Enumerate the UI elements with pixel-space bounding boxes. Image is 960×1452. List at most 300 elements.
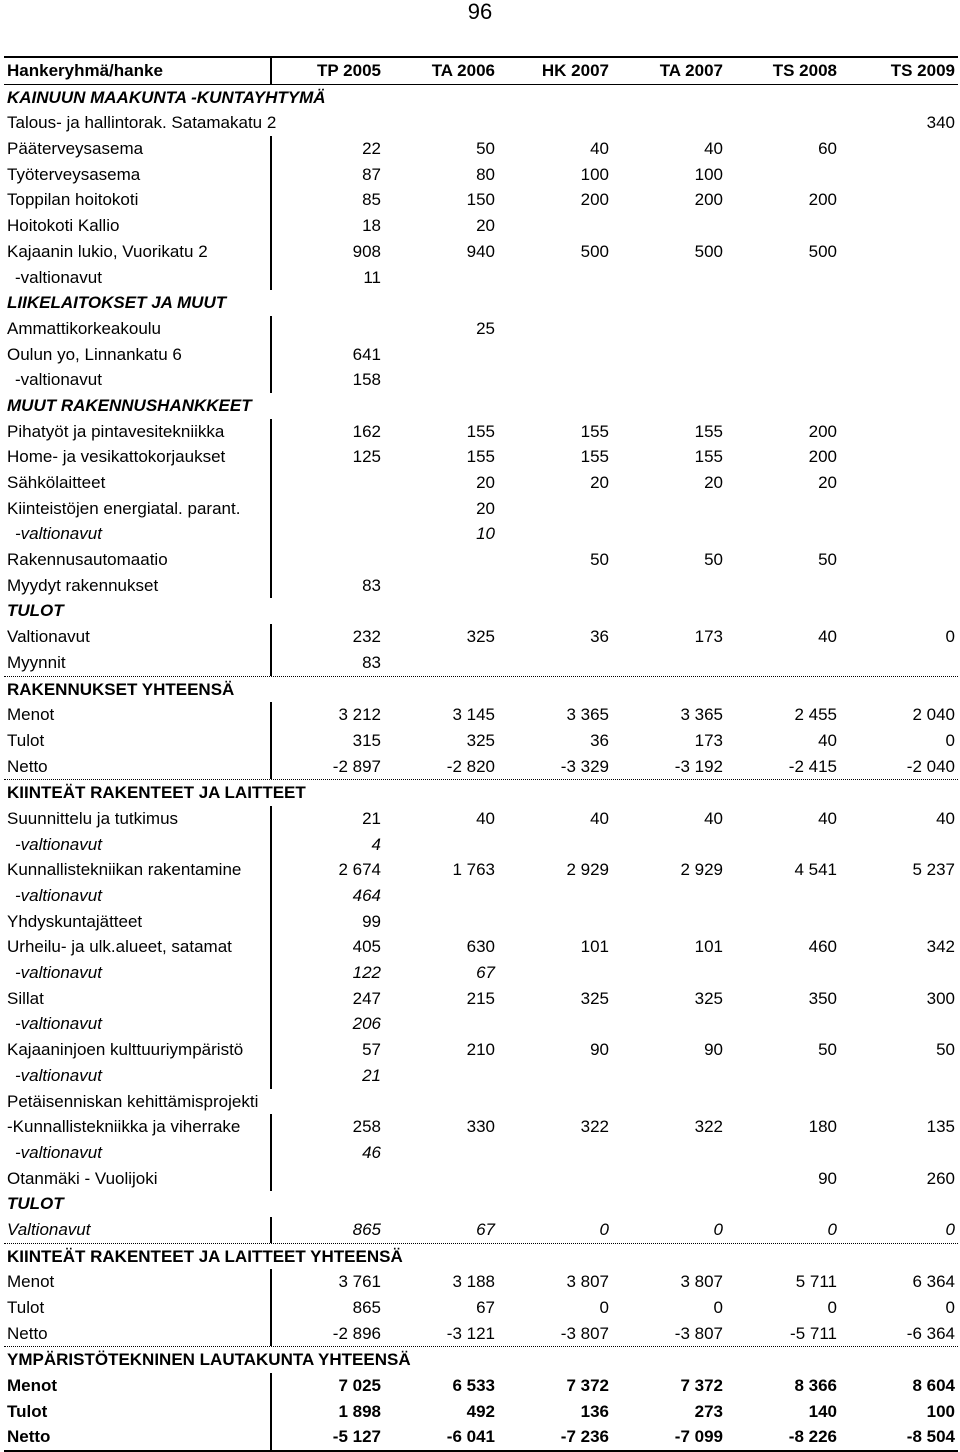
table-row bbox=[4, 1269, 958, 1295]
value-ta-2007 bbox=[612, 316, 726, 342]
value-ta-2007: 100 bbox=[694, 164, 723, 184]
table-row bbox=[4, 547, 958, 573]
value-tp-2005 bbox=[270, 547, 384, 573]
value-ts-2008 bbox=[726, 316, 840, 342]
value-ts-2009 bbox=[840, 419, 958, 445]
row-label: Sillat bbox=[7, 988, 44, 1008]
value-ts-2009 bbox=[840, 444, 958, 470]
table-row bbox=[4, 934, 958, 960]
value-ts-2009 bbox=[840, 1140, 958, 1166]
value-ta-2006: 67 bbox=[476, 963, 495, 983]
row-label: Menot bbox=[7, 1272, 55, 1292]
value-ts-2009 bbox=[840, 316, 958, 342]
value-ts-2008 bbox=[726, 521, 840, 547]
value-ts-2008: 5 711 bbox=[795, 1272, 837, 1292]
value-ts-2009 bbox=[840, 162, 958, 188]
value-tp-2005 bbox=[270, 1166, 384, 1192]
value-ts-2009 bbox=[840, 1089, 958, 1115]
row-label: -valtionavut bbox=[15, 1014, 102, 1034]
value-ta-2007 bbox=[612, 1011, 726, 1037]
value-ta-2007: -3 807 bbox=[674, 1323, 723, 1343]
table-row bbox=[4, 857, 958, 883]
value-ts-2009 bbox=[840, 213, 958, 239]
value-ta-2006: 630 bbox=[466, 937, 495, 957]
row-label: Talous- ja hallintorak. Satamakatu 2 bbox=[7, 113, 277, 133]
header-hk-2007: HK 2007 bbox=[541, 61, 609, 80]
section-heading bbox=[4, 85, 958, 111]
row-label: Rakennusautomaatio bbox=[7, 550, 168, 570]
value-ta-2007: -7 099 bbox=[674, 1427, 723, 1447]
value-ts-2008: 50 bbox=[818, 550, 837, 570]
value-ts-2009: 135 bbox=[926, 1117, 955, 1137]
row-label: Toppilan hoitokoti bbox=[7, 190, 139, 210]
value-hk-2007: 2 929 bbox=[566, 860, 609, 880]
value-ts-2009: -2 040 bbox=[906, 756, 955, 776]
total-heading bbox=[4, 1243, 958, 1270]
value-ts-2008 bbox=[726, 832, 840, 858]
row-label: Netto bbox=[7, 1323, 48, 1343]
row-label: KIINTEÄT RAKENTEET JA LAITTEET YHTEENSÄ bbox=[7, 1246, 403, 1266]
value-hk-2007 bbox=[498, 1011, 612, 1037]
value-tp-2005 bbox=[270, 496, 384, 522]
row-label: Netto bbox=[7, 1427, 51, 1447]
value-hk-2007: 3 365 bbox=[566, 705, 609, 725]
value-hk-2007: -3 329 bbox=[560, 756, 609, 776]
value-hk-2007: 20 bbox=[590, 473, 609, 492]
value-tp-2005: -2 897 bbox=[270, 754, 384, 780]
table-row bbox=[4, 909, 958, 935]
value-ta-2007 bbox=[612, 1166, 726, 1192]
row-label: Tulot bbox=[7, 730, 45, 750]
value-ts-2009 bbox=[840, 239, 958, 265]
table-row bbox=[4, 883, 958, 909]
value-ta-2006 bbox=[384, 342, 498, 368]
value-ta-2006: 330 bbox=[466, 1117, 495, 1137]
row-label: Yhdyskuntajätteet bbox=[7, 911, 143, 931]
value-ta-2007: 50 bbox=[704, 550, 723, 570]
table-row bbox=[4, 162, 958, 188]
value-ts-2008: 50 bbox=[818, 1040, 837, 1060]
value-hk-2007: 0 bbox=[599, 1298, 609, 1317]
value-hk-2007: 50 bbox=[590, 550, 609, 570]
value-ta-2006: -6 041 bbox=[446, 1427, 495, 1447]
row-label: Hoitokoti Kallio bbox=[7, 216, 120, 236]
value-ta-2006 bbox=[384, 547, 498, 573]
row-label: RAKENNUKSET YHTEENSÄ bbox=[7, 679, 235, 699]
value-ts-2008: 350 bbox=[808, 988, 837, 1008]
value-ts-2008: 20 bbox=[818, 473, 837, 492]
table-row bbox=[4, 367, 958, 393]
value-ta-2007: 500 bbox=[694, 241, 723, 261]
value-ts-2008: 0 bbox=[827, 1298, 837, 1317]
value-ta-2006: 80 bbox=[476, 164, 495, 184]
value-ta-2007: 0 bbox=[713, 1298, 723, 1317]
value-tp-2005: 641 bbox=[270, 342, 384, 368]
value-ta-2007 bbox=[612, 1140, 726, 1166]
header-ta-2007: TA 2007 bbox=[659, 61, 723, 80]
value-ts-2008 bbox=[726, 110, 840, 136]
value-tp-2005: 125 bbox=[270, 444, 384, 470]
value-ta-2006 bbox=[384, 1011, 498, 1037]
row-label: Kajaanin lukio, Vuorikatu 2 bbox=[7, 241, 208, 261]
value-ta-2006: -3 121 bbox=[446, 1323, 495, 1343]
row-label: Oulun yo, Linnankatu 6 bbox=[7, 344, 182, 364]
table-row bbox=[4, 521, 958, 547]
value-ta-2006: 10 bbox=[476, 524, 495, 544]
row-label: MUUT RAKENNUSHANKKEET bbox=[7, 395, 252, 415]
table-row bbox=[4, 265, 958, 291]
value-tp-2005 bbox=[270, 521, 384, 547]
value-ts-2009 bbox=[840, 883, 958, 909]
value-ta-2006 bbox=[384, 1166, 498, 1192]
value-ts-2008: 60 bbox=[818, 139, 837, 159]
value-ta-2007: 40 bbox=[704, 139, 723, 159]
value-ta-2007: 273 bbox=[694, 1401, 723, 1421]
value-ta-2006: 210 bbox=[466, 1040, 495, 1060]
row-label: -valtionavut bbox=[15, 963, 102, 983]
table-row bbox=[4, 187, 958, 213]
row-label: Pihatyöt ja pintavesitekniikka bbox=[7, 421, 225, 441]
value-ta-2007 bbox=[612, 1089, 726, 1115]
table-row bbox=[4, 496, 958, 522]
value-ts-2008: 200 bbox=[808, 421, 837, 441]
value-tp-2005: 865 bbox=[270, 1295, 384, 1321]
value-ts-2009: 260 bbox=[926, 1168, 955, 1188]
value-ta-2006 bbox=[384, 832, 498, 858]
value-ta-2007: 20 bbox=[704, 473, 723, 492]
total-heading bbox=[4, 1346, 958, 1373]
row-label: -valtionavut bbox=[15, 524, 102, 544]
row-label: Menot bbox=[7, 705, 55, 725]
row-label: -valtionavut bbox=[15, 1142, 102, 1162]
value-ta-2007: 155 bbox=[694, 447, 723, 467]
value-ts-2008: 4 541 bbox=[794, 860, 837, 880]
value-ts-2008 bbox=[726, 1063, 840, 1089]
value-hk-2007: 36 bbox=[590, 627, 609, 647]
value-ts-2008: 90 bbox=[818, 1168, 837, 1188]
row-label: Pääterveysasema bbox=[7, 139, 144, 159]
value-tp-2005: 2 674 bbox=[270, 857, 384, 883]
value-hk-2007 bbox=[498, 909, 612, 935]
value-ts-2009 bbox=[840, 470, 958, 496]
row-label: -valtionavut bbox=[15, 1065, 102, 1085]
value-hk-2007 bbox=[498, 883, 612, 909]
value-hk-2007 bbox=[498, 342, 612, 368]
table-row bbox=[4, 1011, 958, 1037]
value-ta-2006: 40 bbox=[476, 808, 495, 828]
value-ta-2006: 3 145 bbox=[452, 705, 495, 725]
value-ts-2008: 0 bbox=[827, 1219, 837, 1239]
value-ts-2008: 40 bbox=[818, 730, 837, 750]
value-ts-2008 bbox=[726, 496, 840, 522]
value-ta-2007 bbox=[612, 342, 726, 368]
value-ts-2008 bbox=[726, 909, 840, 935]
value-tp-2005: 4 bbox=[270, 832, 384, 858]
value-ta-2006: 215 bbox=[466, 988, 495, 1008]
value-ts-2009 bbox=[840, 547, 958, 573]
value-ta-2007 bbox=[612, 832, 726, 858]
value-ts-2009: 5 237 bbox=[912, 860, 955, 880]
value-ta-2006: 492 bbox=[466, 1401, 495, 1421]
value-tp-2005: 162 bbox=[270, 419, 384, 445]
value-ts-2009 bbox=[840, 909, 958, 935]
value-ts-2009: 342 bbox=[926, 937, 955, 957]
value-ts-2009 bbox=[840, 1011, 958, 1037]
table-row bbox=[4, 573, 958, 599]
value-ta-2006 bbox=[384, 1140, 498, 1166]
value-ta-2006: 67 bbox=[476, 1298, 495, 1317]
value-ts-2009: -6 364 bbox=[906, 1323, 955, 1343]
value-ta-2006: 20 bbox=[476, 498, 495, 518]
value-ts-2008: 200 bbox=[808, 190, 837, 210]
row-label: TULOT bbox=[7, 601, 64, 621]
value-ta-2007 bbox=[612, 213, 726, 239]
value-ta-2007: 173 bbox=[694, 627, 723, 647]
value-ta-2006: 67 bbox=[476, 1219, 495, 1239]
value-ts-2009 bbox=[840, 832, 958, 858]
value-ta-2007: 2 929 bbox=[680, 860, 723, 880]
value-ta-2007: 322 bbox=[694, 1117, 723, 1137]
value-ts-2009: 40 bbox=[936, 808, 955, 828]
value-ta-2006: 1 763 bbox=[452, 860, 495, 880]
value-tp-2005: 83 bbox=[270, 573, 384, 599]
value-hk-2007: 0 bbox=[599, 1219, 609, 1239]
value-ts-2008 bbox=[726, 1011, 840, 1037]
row-label: Työterveysasema bbox=[7, 164, 141, 184]
value-ta-2006: 20 bbox=[476, 473, 495, 492]
value-hk-2007 bbox=[498, 496, 612, 522]
value-ts-2009 bbox=[840, 960, 958, 986]
value-ts-2008: 460 bbox=[808, 937, 837, 957]
table-row bbox=[4, 960, 958, 986]
table-row bbox=[4, 419, 958, 445]
value-ta-2006 bbox=[384, 909, 498, 935]
value-ts-2009: 0 bbox=[945, 627, 955, 647]
value-ts-2009 bbox=[840, 496, 958, 522]
value-ta-2006: 325 bbox=[466, 627, 495, 647]
row-label: Sähkölaitteet bbox=[7, 473, 106, 492]
value-ts-2008: 40 bbox=[818, 627, 837, 647]
value-tp-2005: 464 bbox=[270, 883, 384, 909]
value-tp-2005: 99 bbox=[270, 909, 384, 935]
value-ts-2008: 40 bbox=[818, 808, 837, 828]
value-ts-2008: 140 bbox=[808, 1401, 837, 1421]
section-heading bbox=[4, 1191, 958, 1217]
value-ta-2006: 6 533 bbox=[452, 1376, 495, 1396]
row-label: Home- ja vesikattokorjaukset bbox=[7, 447, 226, 467]
table-row bbox=[4, 1295, 958, 1321]
value-ts-2009 bbox=[840, 1063, 958, 1089]
value-ta-2007 bbox=[612, 1063, 726, 1089]
table-row bbox=[4, 986, 958, 1012]
value-ta-2007: 3 365 bbox=[680, 705, 723, 725]
value-ta-2006: 150 bbox=[466, 190, 495, 210]
value-tp-2005: 405 bbox=[270, 934, 384, 960]
value-ts-2008: 8 366 bbox=[794, 1376, 837, 1396]
table-row bbox=[4, 213, 958, 239]
header-project: Hankeryhmä/hanke bbox=[7, 61, 163, 80]
table-row bbox=[4, 1321, 958, 1347]
value-ta-2006 bbox=[384, 265, 498, 291]
table-header-row bbox=[4, 58, 958, 85]
table-row bbox=[4, 1037, 958, 1063]
value-ta-2006 bbox=[384, 1063, 498, 1089]
value-hk-2007: -7 236 bbox=[560, 1427, 609, 1447]
table-row bbox=[4, 728, 958, 754]
value-ts-2008: 200 bbox=[808, 447, 837, 467]
value-ta-2007 bbox=[612, 265, 726, 291]
row-label: Petäisenniskan kehittämisprojekti bbox=[7, 1091, 259, 1111]
value-ts-2009: 0 bbox=[945, 1219, 955, 1239]
value-tp-2005: 865 bbox=[270, 1217, 384, 1243]
row-label: Tulot bbox=[7, 1401, 48, 1421]
value-ta-2006 bbox=[384, 650, 498, 676]
value-ta-2007: 7 372 bbox=[680, 1376, 723, 1396]
table-row bbox=[4, 110, 958, 136]
section-heading bbox=[4, 290, 958, 316]
value-tp-2005: 21 bbox=[270, 806, 384, 832]
row-label: -valtionavut bbox=[15, 370, 102, 390]
value-tp-2005: 87 bbox=[270, 162, 384, 188]
value-ta-2007 bbox=[612, 110, 726, 136]
value-ts-2008: 2 455 bbox=[794, 705, 837, 725]
row-label: Tulot bbox=[7, 1298, 45, 1317]
value-tp-2005: 315 bbox=[270, 728, 384, 754]
value-ts-2009: 0 bbox=[945, 1298, 955, 1317]
value-tp-2005 bbox=[270, 316, 384, 342]
section-heading bbox=[4, 393, 958, 419]
value-ts-2009: 50 bbox=[936, 1040, 955, 1060]
value-ta-2007: 155 bbox=[694, 421, 723, 441]
value-tp-2005: -5 127 bbox=[270, 1424, 384, 1450]
value-ts-2009: 8 604 bbox=[912, 1376, 955, 1396]
value-ta-2007 bbox=[612, 496, 726, 522]
row-label: -valtionavut bbox=[15, 886, 102, 905]
value-ta-2006: 325 bbox=[466, 730, 495, 750]
row-label: -Kunnallistekniikka ja viherrake bbox=[7, 1117, 241, 1137]
value-ta-2006: 940 bbox=[466, 241, 495, 261]
value-tp-2005: 3 212 bbox=[270, 702, 384, 728]
table-row bbox=[4, 1089, 958, 1115]
value-hk-2007: 36 bbox=[590, 730, 609, 750]
value-hk-2007: -3 807 bbox=[560, 1323, 609, 1343]
table-row bbox=[4, 754, 958, 780]
value-ts-2009: 0 bbox=[945, 730, 955, 750]
value-tp-2005: 258 bbox=[270, 1114, 384, 1140]
value-ta-2007: 101 bbox=[694, 937, 723, 957]
value-ts-2008 bbox=[726, 650, 840, 676]
value-ts-2008: 500 bbox=[808, 241, 837, 261]
table-row bbox=[4, 444, 958, 470]
value-tp-2005: 57 bbox=[270, 1037, 384, 1063]
value-ts-2008 bbox=[726, 213, 840, 239]
value-ts-2009 bbox=[840, 367, 958, 393]
table-row bbox=[4, 1114, 958, 1140]
value-ta-2006: 3 188 bbox=[452, 1272, 495, 1292]
value-ta-2007: 325 bbox=[694, 988, 723, 1008]
row-label: Valtionavut bbox=[7, 627, 90, 647]
value-tp-2005: 7 025 bbox=[270, 1373, 384, 1399]
row-label: Menot bbox=[7, 1376, 58, 1396]
value-hk-2007: 100 bbox=[580, 164, 609, 184]
value-ts-2008: -8 226 bbox=[788, 1427, 837, 1447]
table-row bbox=[4, 136, 958, 162]
value-tp-2005: 3 761 bbox=[270, 1269, 384, 1295]
row-label: Ammattikorkeakoulu bbox=[7, 318, 162, 338]
value-hk-2007: 136 bbox=[580, 1401, 609, 1421]
row-label: KAINUUN MAAKUNTA -KUNTAYHTYMÄ bbox=[7, 87, 326, 107]
value-hk-2007 bbox=[498, 1063, 612, 1089]
table-row bbox=[4, 1140, 958, 1166]
value-ta-2006: 155 bbox=[466, 421, 495, 441]
table-row bbox=[4, 806, 958, 832]
value-ta-2007: 173 bbox=[694, 730, 723, 750]
value-ts-2008 bbox=[726, 1140, 840, 1166]
row-label: Netto bbox=[7, 756, 48, 776]
value-tp-2005: 1 898 bbox=[270, 1399, 384, 1425]
table-row bbox=[4, 624, 958, 650]
value-hk-2007 bbox=[498, 316, 612, 342]
value-hk-2007: 155 bbox=[580, 421, 609, 441]
row-label: Urheilu- ja ulk.alueet, satamat bbox=[7, 937, 232, 957]
value-tp-2005: 206 bbox=[270, 1011, 384, 1037]
value-ts-2009 bbox=[840, 650, 958, 676]
total-heading bbox=[4, 676, 958, 703]
table-row bbox=[4, 1399, 958, 1425]
total-heading bbox=[4, 779, 958, 806]
value-ts-2008 bbox=[726, 162, 840, 188]
row-label: LIIKELAITOKSET JA MUUT bbox=[7, 293, 227, 313]
table-row bbox=[4, 1424, 958, 1452]
row-label: Kunnallistekniikan rakentamine bbox=[7, 860, 242, 880]
row-label: KIINTEÄT RAKENTEET JA LAITTEET bbox=[7, 783, 306, 803]
value-hk-2007: 7 372 bbox=[566, 1376, 609, 1396]
page-number: 96 bbox=[467, 0, 493, 24]
value-hk-2007 bbox=[498, 367, 612, 393]
table-row bbox=[4, 650, 958, 676]
value-tp-2005: 18 bbox=[270, 213, 384, 239]
value-ta-2006 bbox=[384, 367, 498, 393]
value-ts-2008: 180 bbox=[808, 1117, 837, 1137]
value-ts-2009 bbox=[840, 342, 958, 368]
value-ta-2007: 40 bbox=[704, 808, 723, 828]
value-tp-2005: 247 bbox=[270, 986, 384, 1012]
value-ta-2007: 0 bbox=[713, 1219, 723, 1239]
row-label: -valtionavut bbox=[15, 834, 102, 854]
value-ta-2006: 20 bbox=[476, 216, 495, 236]
value-ta-2007: 90 bbox=[704, 1040, 723, 1060]
value-hk-2007: 155 bbox=[580, 447, 609, 467]
value-hk-2007: 40 bbox=[590, 139, 609, 159]
value-ts-2008: -2 415 bbox=[788, 756, 837, 776]
row-label: YMPÄRISTÖTEKNINEN LAUTAKUNTA YHTEENSÄ bbox=[7, 1350, 411, 1370]
value-ts-2008 bbox=[726, 573, 840, 599]
value-ta-2007 bbox=[612, 909, 726, 935]
value-ta-2006: 25 bbox=[476, 318, 495, 338]
section-heading bbox=[4, 598, 958, 624]
header-ts-2009: TS 2009 bbox=[890, 61, 955, 80]
table-row bbox=[4, 832, 958, 858]
value-hk-2007 bbox=[498, 265, 612, 291]
value-ts-2009 bbox=[840, 573, 958, 599]
row-label: Kajaaninjoen kulttuuriympäristö bbox=[7, 1040, 244, 1060]
value-hk-2007: 90 bbox=[590, 1040, 609, 1060]
table-row bbox=[4, 1373, 958, 1399]
value-hk-2007: 325 bbox=[580, 988, 609, 1008]
value-tp-2005: 46 bbox=[270, 1140, 384, 1166]
table-row bbox=[4, 1063, 958, 1089]
value-hk-2007 bbox=[498, 573, 612, 599]
